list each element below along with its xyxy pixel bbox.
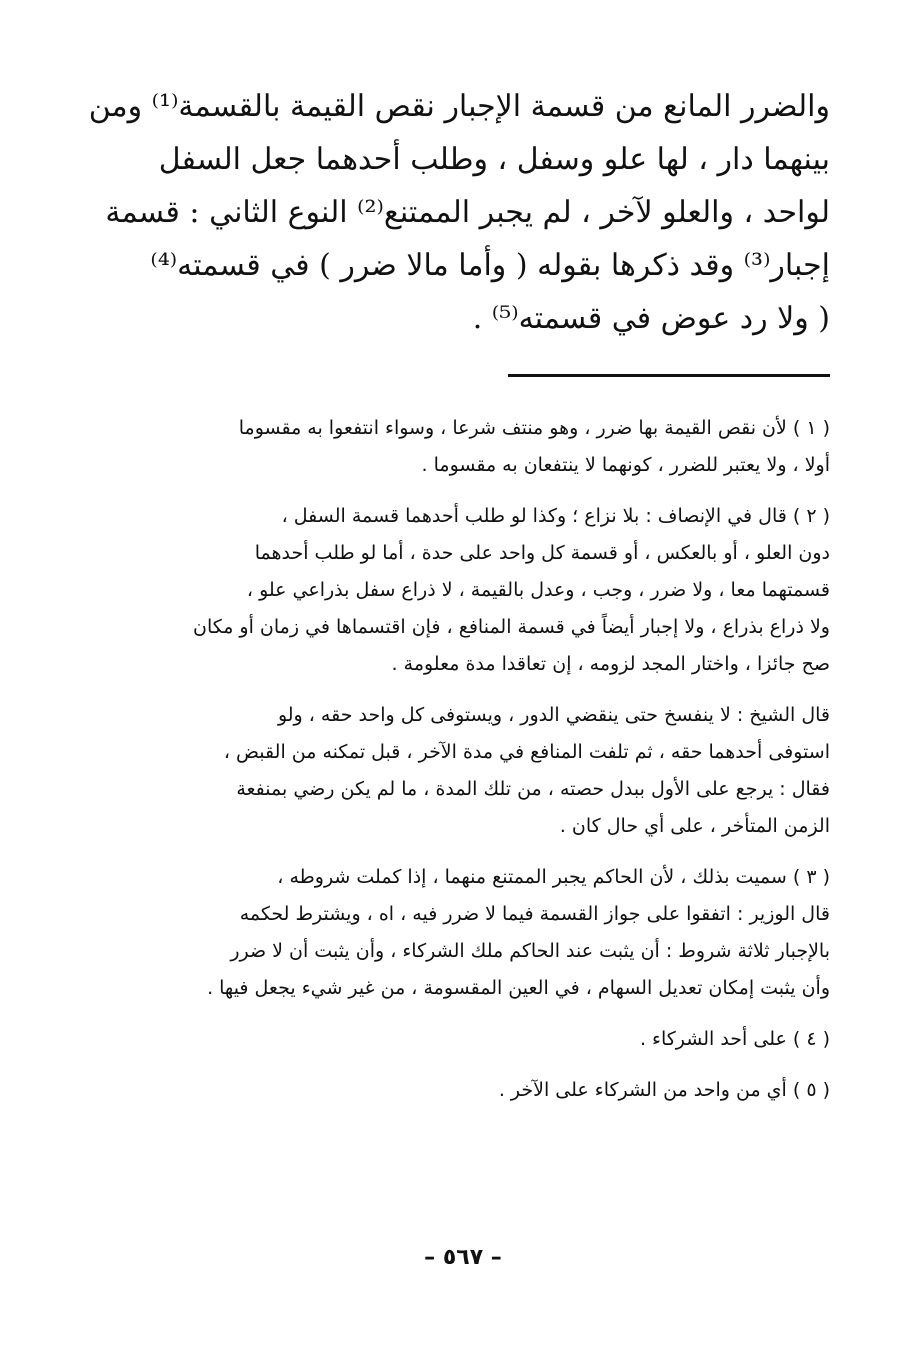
- footnote-line: وأن يثبت إمكان تعديل السهام ، في العين المقسومة ، من غير شيء يجعل فيها .: [207, 977, 830, 999]
- footnote-1: [96, 410, 830, 484]
- document-page: [88, 80, 830, 1270]
- footnote-line: ( ١ ) لأن نقص القيمة بها ضرر ، وهو منتف شرعا ، وسواء انتفعوا به مقسوما: [238, 417, 830, 439]
- main-text-line: إجبار⁽³⁾ وقد ذكرها بقوله ( وأما مالا ضرر ) في قسمته⁽⁴⁾: [150, 248, 830, 283]
- footnote-line: صح جائزا ، واختار المجد لزومه ، إن تعاقدا مدة معلومة .: [391, 653, 830, 675]
- footnote-line: الزمن المتأخر ، على أي حال كان .: [559, 815, 830, 837]
- footnote-line: ( ٣ ) سميت بذلك ، لأن الحاكم يجبر الممتنع منهما ، إذا كملت شروطه ،: [277, 866, 830, 888]
- page-number: – ٥٦٧ –: [424, 1245, 502, 1270]
- main-text-line: والضرر المانع من قسمة الإجبار نقص القيمة بالقسمة⁽¹⁾ ومن: [88, 89, 830, 124]
- footnote-line: ولا ذراع بذراع ، ولا إجبار أيضاً في قسمة المنافع ، فإن اقتسماها في زمان أو مكان: [192, 616, 830, 638]
- footnote-line: أولا ، ولا يعتبر للضرر ، كونهما لا ينتفعان به مقسوما .: [421, 454, 830, 476]
- footnote-line: استوفى أحدهما حقه ، ثم تلفت المنافع في مدة الآخر ، قبل تمكنه من القبض ،: [223, 741, 830, 763]
- footnote-5: [96, 1072, 830, 1109]
- footnote-line: ( ٤ ) على أحد الشركاء .: [639, 1028, 830, 1050]
- footnote-2-continued: [96, 697, 830, 845]
- footnote-line: ( ٢ ) قال في الإنصاف : بلا نزاع ؛ وكذا لو طلب أحدهما قسمة السفل ،: [281, 505, 830, 527]
- footnote-2: [96, 498, 830, 683]
- footnotes-section: [96, 410, 830, 1123]
- footnote-line: قسمتهما معا ، ولا ضرر ، وجب ، وعدل بالقيمة ، لا ذراع سفل بذراعي علو ،: [246, 579, 830, 601]
- footnote-line: فقال : يرجع على الأول ببدل حصته ، من تلك المدة ، ما لم يكن رضي بمنفعة: [236, 778, 830, 800]
- footnote-line: قال الوزير : اتفقوا على جواز القسمة فيما لا ضرر فيه ، اه ، ويشترط لحكمه: [239, 903, 830, 925]
- footnote-line: بالإجبار ثلاثة شروط : أن يثبت عند الحاكم ملك الشركاء ، وأن يثبت أن لا ضرر: [230, 940, 830, 962]
- footnote-3: [96, 859, 830, 1007]
- footnote-line: دون العلو ، أو بالعكس ، أو قسمة كل واحد على حدة ، أما لو طلب أحدهما: [254, 542, 830, 564]
- main-text-line: ( ولا رد عوض في قسمته⁽⁵⁾ .: [472, 301, 830, 336]
- footnote-4: [96, 1021, 830, 1058]
- footnote-line: قال الشيخ : لا ينفسخ حتى ينقضي الدور ، ويستوفى كل واحد حقه ، ولو: [277, 704, 830, 726]
- footnote-divider: [508, 374, 830, 377]
- main-text-body: [88, 80, 830, 345]
- main-text-line: بينهما دار ، لها علو وسفل ، وطلب أحدهما جعل السفل: [158, 142, 830, 177]
- main-text-line: لواحد ، والعلو لآخر ، لم يجبر الممتنع⁽²⁾ النوع الثاني : قسمة: [105, 195, 830, 230]
- footnote-line: ( ٥ ) أي من واحد من الشركاء على الآخر .: [498, 1079, 830, 1101]
